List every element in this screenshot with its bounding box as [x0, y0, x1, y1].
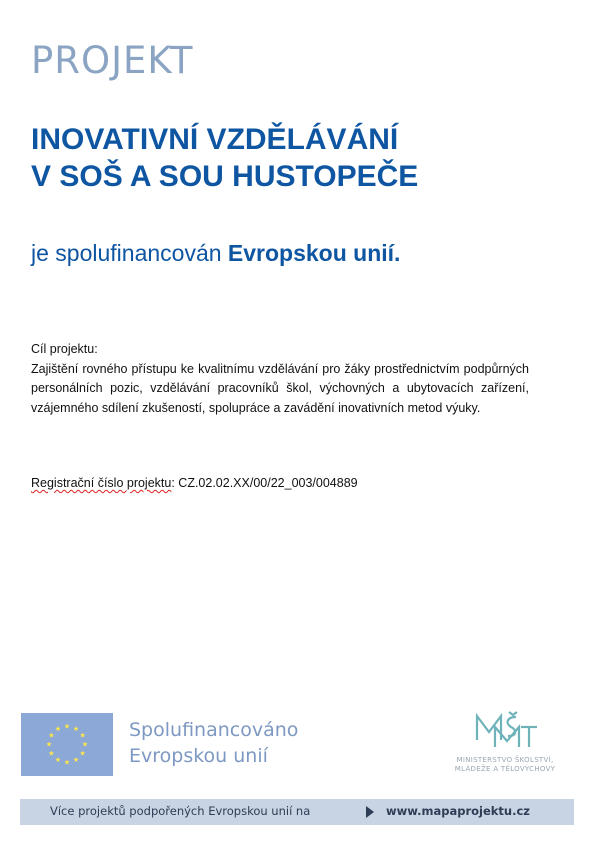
eu-flag-stars: [21, 713, 113, 776]
registration-number: [31, 476, 358, 490]
registration-value: CZ.02.02.XX/00/22_003/004889: [178, 476, 358, 490]
msmt-logo-icon: [437, 710, 573, 754]
project-kicker: PROJEKT: [31, 39, 194, 82]
svg-text:★: ★: [48, 731, 55, 740]
footer-bar-link[interactable]: www.mapaprojektu.cz: [386, 804, 530, 818]
msmt-caption: [437, 756, 573, 774]
cofinancing-emphasis: Evropskou unií.: [227, 240, 401, 266]
svg-text:★: ★: [54, 724, 62, 733]
svg-text:★: ★: [79, 731, 86, 740]
eu-text-line-2: Evropskou unií: [129, 745, 268, 767]
project-title-line-1: INOVATIVNÍ VZDĚLÁVÁNÍ: [31, 123, 399, 156]
msmt-logo: [437, 710, 573, 780]
project-title-line-2: V SOŠ A SOU HUSTOPEČE: [31, 160, 419, 193]
svg-text:★: ★: [63, 758, 71, 767]
eu-text-line-1: Spolufinancováno: [129, 719, 299, 741]
svg-text:★: ★: [81, 740, 89, 749]
svg-text:★: ★: [45, 740, 53, 749]
svg-text:★: ★: [72, 756, 80, 765]
eu-flag-icon: [21, 713, 113, 776]
cofinancing-prefix: je spolufinancován: [31, 240, 228, 266]
msmt-caption-line-2: MLÁDEŽE A TĚLOVÝCHOVY: [454, 765, 556, 773]
svg-text:★: ★: [54, 756, 62, 765]
arrow-right-icon: [366, 806, 374, 818]
footer-bar-text: Více projektů podpořených Evropskou unií na: [50, 804, 311, 818]
goal-label: Cíl projektu:: [31, 342, 98, 356]
project-title: [31, 121, 418, 195]
registration-separator: :: [171, 476, 179, 490]
goal-text: Zajištění rovného přístupu ke kvalitnímu vzdělávání pro žáky prostřednictvím podpůrných personálních pozic, vzdělávání pracovníků škol, výchovných a ubytovacích zařízení, vzájemného sdílení zkušeností, spolupráce a zavádění inovativních metod výuky.: [31, 361, 529, 415]
project-goal: [31, 340, 529, 418]
svg-text:★: ★: [79, 749, 86, 758]
footer-bar: [20, 799, 574, 825]
svg-text:★: ★: [63, 722, 71, 731]
registration-label: Registrační číslo projektu: [31, 476, 172, 490]
svg-text:★: ★: [48, 749, 55, 758]
svg-text:★: ★: [72, 724, 80, 733]
cofinancing-statement: [31, 240, 400, 267]
msmt-caption-line-1: MINISTERSTVO ŠKOLSTVÍ,: [456, 756, 554, 764]
eu-cofinanced-text: [129, 717, 298, 769]
